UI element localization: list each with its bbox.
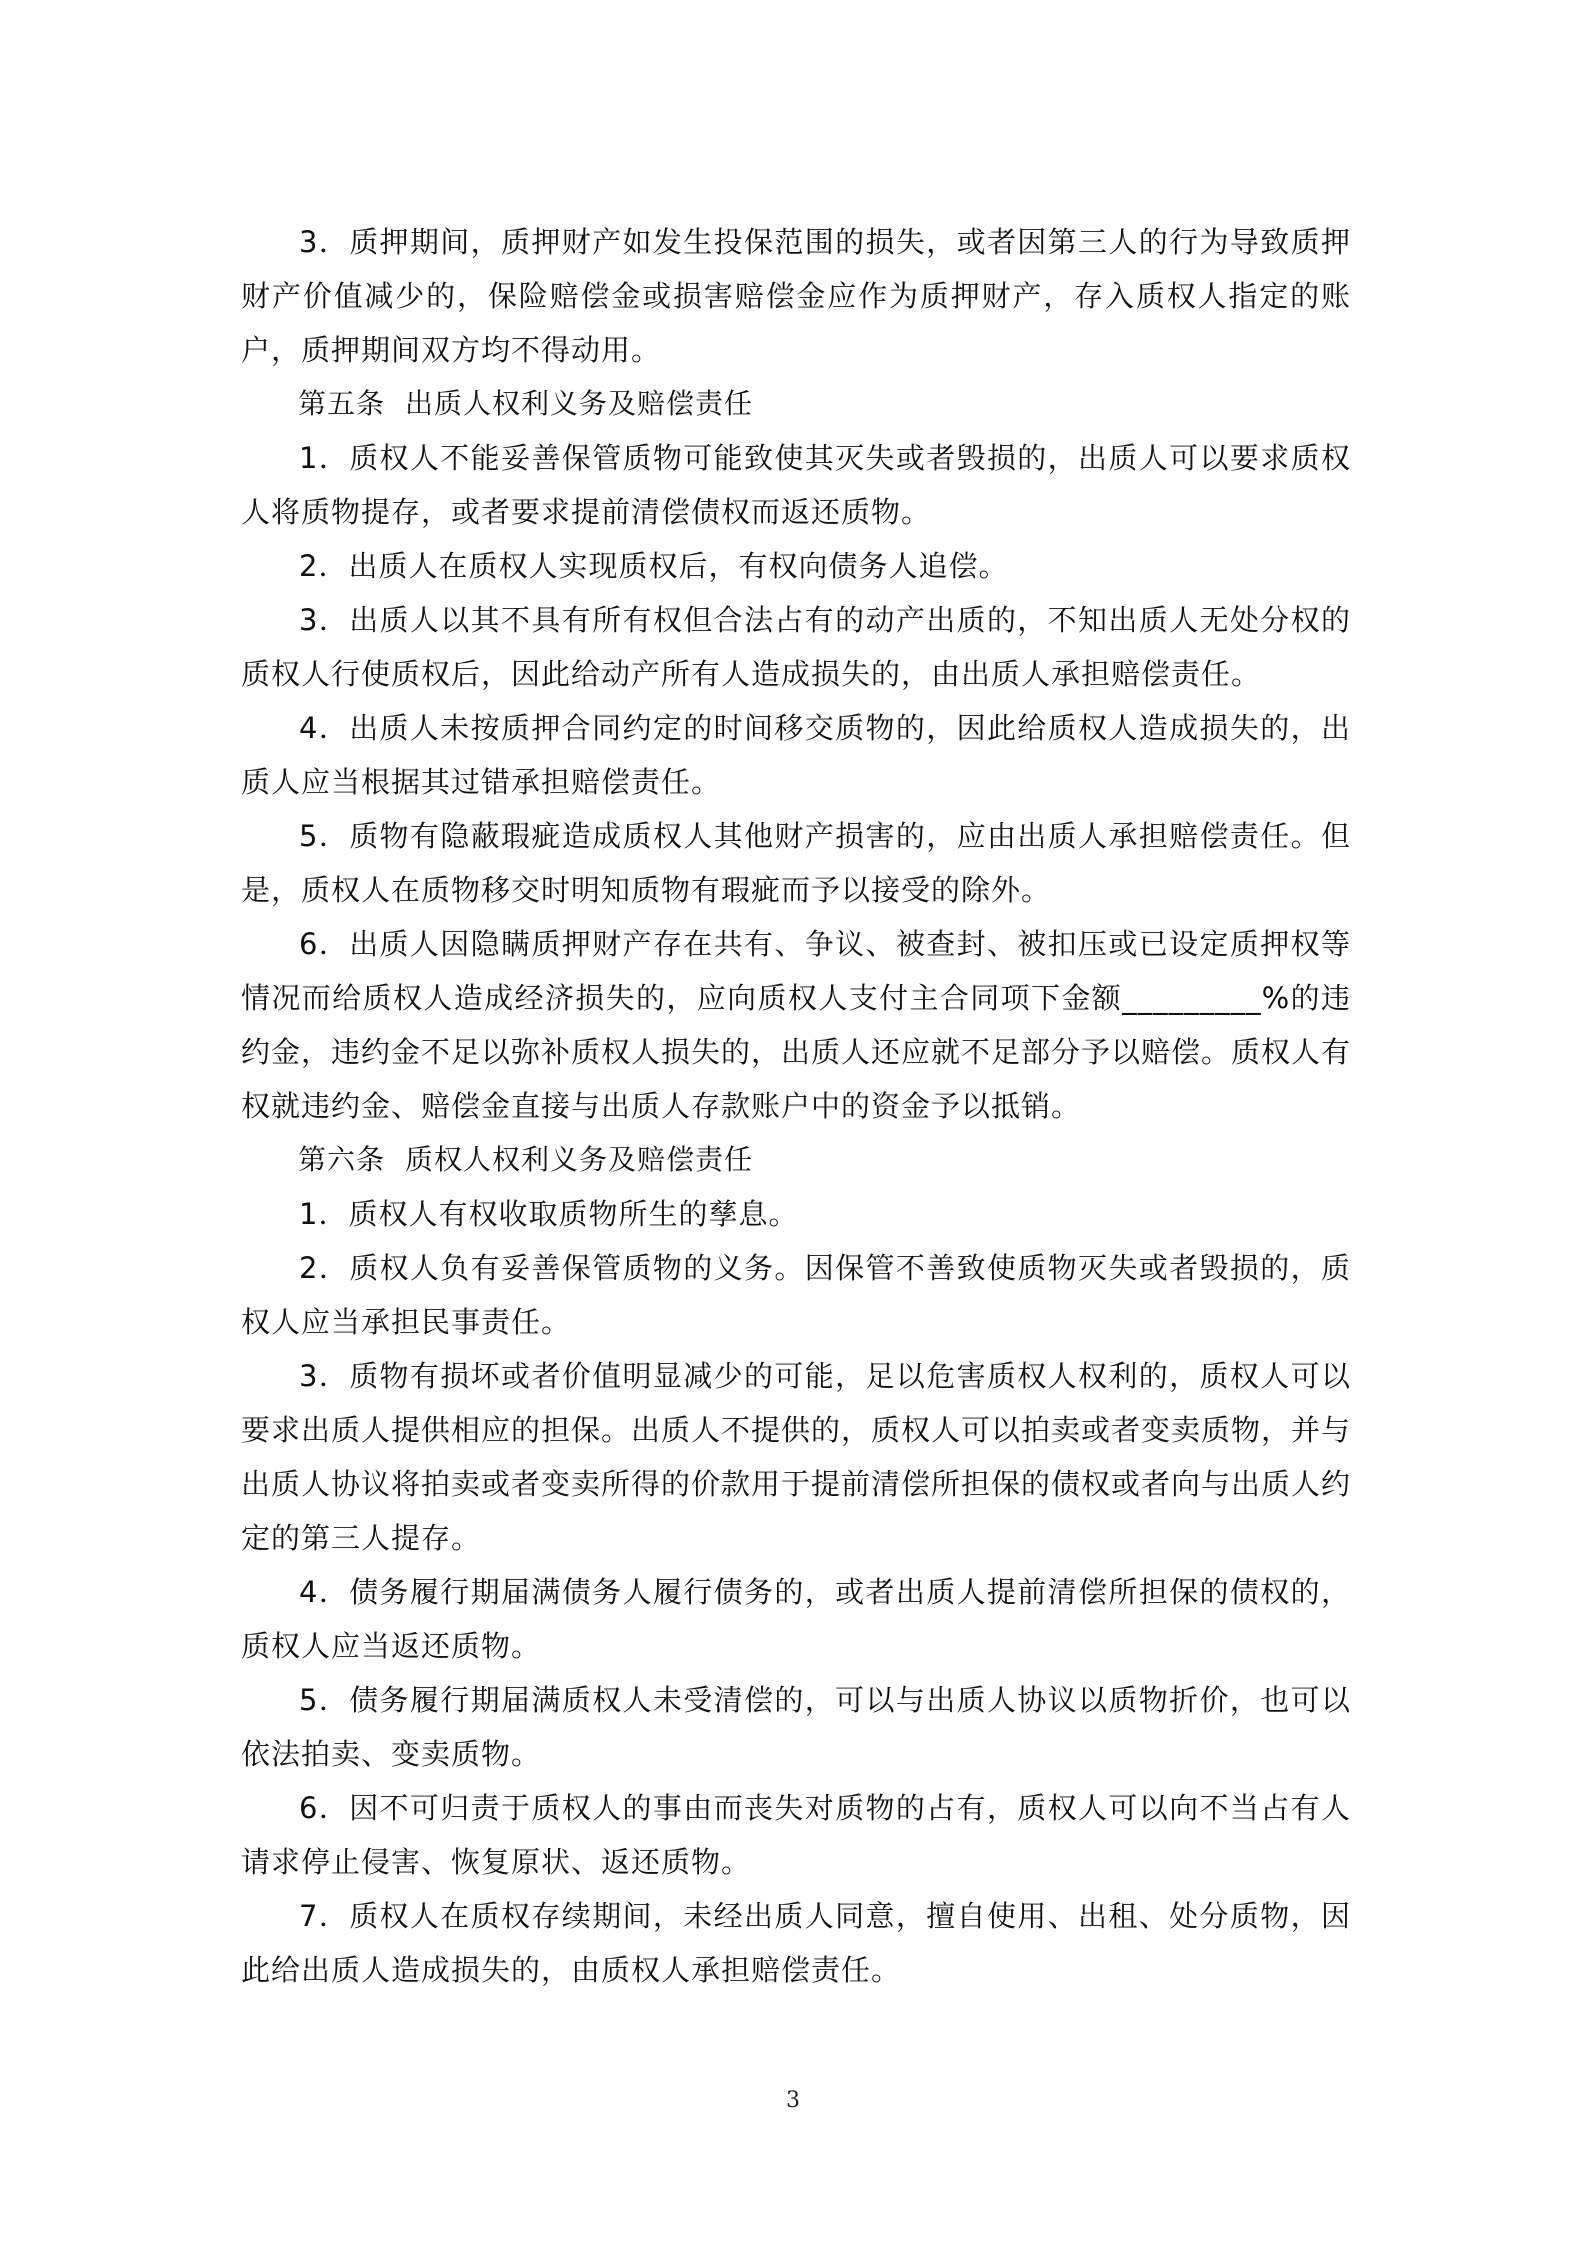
clause-paragraph: 7．质权人在质权存续期间，未经出质人同意，擅自使用、出租、处分质物，因此给出质人造成损失的，由质权人承担赔偿责任。: [241, 1899, 1351, 1987]
clause-paragraph: 4．债务履行期届满债务人履行债务的，或者出质人提前清偿所担保的债权的，质权人应当返还质物。: [241, 1575, 1351, 1663]
article-number: 第六条: [298, 1143, 386, 1176]
article-number: 第五条: [298, 387, 386, 420]
clause-paragraph: 3．质押期间，质押财产如发生投保范围的损失，或者因第三人的行为导致质押财产价值减少的，保险赔偿金或损害赔偿金应作为质押财产，存入质权人指定的账户，质押期间双方均不得动用。: [241, 225, 1351, 367]
clause-paragraph: 6．出质人因隐瞒质押财产存在共有、争议、被查封、被扣压或已设定质押权等情况而给质权人造成经济损失的，应向质权人支付主合同项下金额_________%的违约金，违约金不足以弥补质权人损失的，出质人还应就不足部分予以赔偿。质权人有权就违约金、赔偿金直接与出质人存款账户中的资金予以抵销。: [241, 927, 1352, 1123]
document-body: [241, 215, 1351, 1997]
clause-paragraph: 5．债务履行期届满质权人未受清偿的，可以与出质人协议以质物折价，也可以依法拍卖、变卖质物。: [241, 1683, 1351, 1771]
article-heading: [241, 1133, 1351, 1187]
clause-paragraph: 2．质权人负有妥善保管质物的义务。因保管不善致使质物灭失或者毁损的，质权人应当承担民事责任。: [241, 1251, 1351, 1339]
clause-paragraph: 1．质权人不能妥善保管质物可能致使其灭失或者毁损的，出质人可以要求质权人将质物提存，或者要求提前清偿债权而返还质物。: [241, 441, 1351, 529]
page-number: 3: [786, 2088, 800, 2113]
clause-paragraph: 3．质物有损坏或者价值明显减少的可能，足以危害质权人权利的，质权人可以要求出质人提供相应的担保。出质人不提供的，质权人可以拍卖或者变卖质物，并与出质人协议将拍卖或者变卖所得的价款用于提前清偿所担保的债权或者向与出质人约定的第三人提存。: [241, 1359, 1352, 1555]
clause-paragraph: 4．出质人未按质押合同约定的时间移交质物的，因此给质权人造成损失的，出质人应当根据其过错承担赔偿责任。: [241, 711, 1351, 799]
article-heading: [241, 377, 1351, 431]
article-title: 出质人权利义务及赔偿责任: [405, 387, 754, 420]
clause-paragraph: 5．质物有隐蔽瑕疵造成质权人其他财产损害的，应由出质人承担赔偿责任。但是，质权人在质物移交时明知质物有瑕疵而予以接受的除外。: [241, 819, 1351, 907]
clause-paragraph: 1．质权人有权收取质物所生的孳息。: [299, 1197, 799, 1231]
article-title: 质权人权利义务及赔偿责任: [405, 1143, 754, 1176]
clause-paragraph: 2．出质人在质权人实现质权后，有权向债务人追偿。: [299, 549, 1009, 583]
clause-paragraph: 6．因不可归责于质权人的事由而丧失对质物的占有，质权人可以向不当占有人请求停止侵害、恢复原状、返还质物。: [241, 1791, 1351, 1879]
clause-paragraph: 3．出质人以其不具有所有权但合法占有的动产出质的，不知出质人无处分权的质权人行使质权后，因此给动产所有人造成损失的，由出质人承担赔偿责任。: [241, 603, 1351, 691]
